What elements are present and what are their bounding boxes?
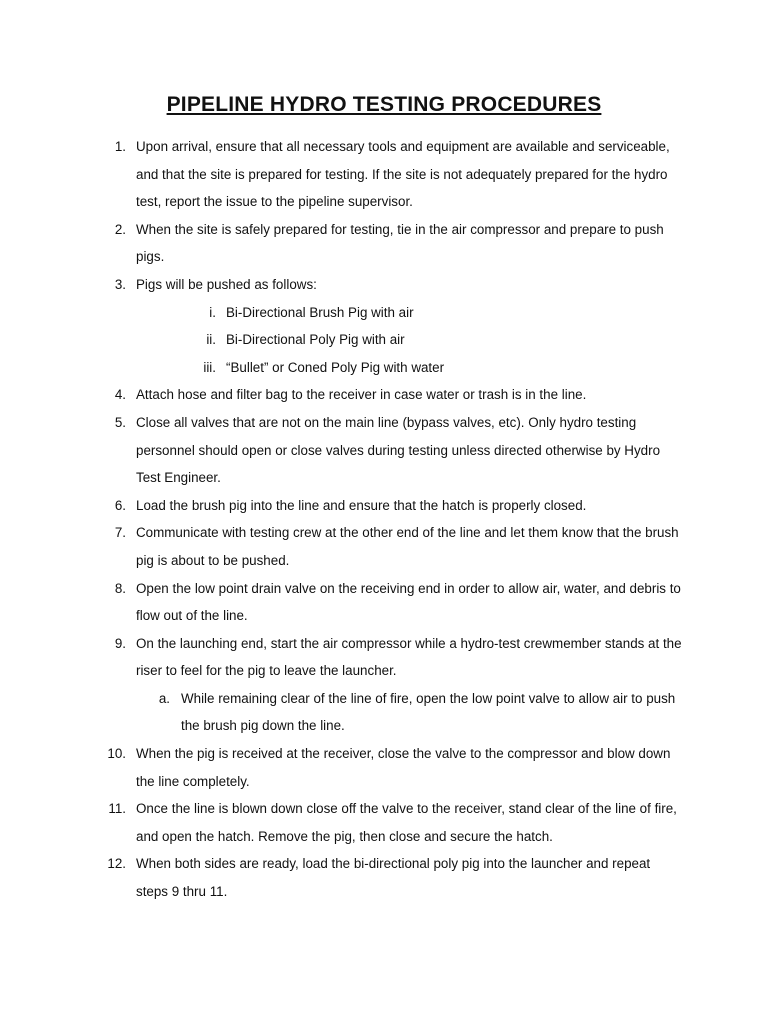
step-number: 11. xyxy=(108,801,126,817)
step-text: Once the line is blown down close off the valve to the receiver, stand clear of the line of fire, and open the hatch. Remove the pig, then close and secure the hatch. xyxy=(136,801,677,844)
step-text: Close all valves that are not on the main line (bypass valves, etc). Only hydro testing personnel should open or close valves during testing unless directed otherwise by Hydro Test Engineer. xyxy=(136,414,661,486)
sub-list-item xyxy=(0,354,768,382)
list-item xyxy=(0,850,768,905)
step-text: Load the brush pig into the line and ensure that the hatch is properly closed. xyxy=(136,497,587,513)
step-text: Communicate with testing crew at the other end of the line and let them know that the brush pig is about to be pushed. xyxy=(136,525,679,568)
list-item xyxy=(0,381,768,409)
step-number: 5. xyxy=(114,414,126,430)
list-item xyxy=(0,740,768,795)
step-number: 3. xyxy=(114,276,126,292)
step-text: When both sides are ready, load the bi-directional poly pig into the launcher and repeat steps 9 thru 11. xyxy=(136,856,651,900)
sub-step-text: “Bullet” or Coned Poly Pig with water xyxy=(226,359,445,375)
sub-list-item xyxy=(0,685,768,740)
list-item xyxy=(0,271,768,299)
step-number: 10. xyxy=(107,746,126,762)
list-item xyxy=(0,216,768,271)
procedure-list xyxy=(0,133,768,906)
step-number: 2. xyxy=(114,221,126,237)
step-number: 4. xyxy=(114,387,126,403)
step-text: On the launching end, start the air compressor while a hydro-test crewmember stands at the riser to feel for the pig to leave the launcher. xyxy=(136,635,682,679)
step-text: When the site is safely prepared for testing, tie in the air compressor and prepare to push pigs. xyxy=(136,221,664,265)
step-number: 8. xyxy=(114,580,126,596)
list-item xyxy=(0,795,768,850)
step-number: 1. xyxy=(114,139,126,154)
list-item xyxy=(0,575,768,630)
list-item xyxy=(0,492,768,520)
step-number: 6. xyxy=(114,497,126,513)
list-item xyxy=(0,630,768,685)
step-number: 12. xyxy=(107,856,126,872)
list-item xyxy=(0,133,768,216)
sub-step-text: While remaining clear of the line of fire, open the low point valve to allow air to push the brush pig down the line. xyxy=(181,690,676,734)
step-number: 9. xyxy=(114,635,126,651)
step-text: Attach hose and filter bag to the receiver in case water or trash is in the line. xyxy=(136,387,587,403)
sub-step-text: Bi-Directional Brush Pig with air xyxy=(226,304,414,320)
sub-step-number: a. xyxy=(158,690,170,706)
step-text: Pigs will be pushed as follows: xyxy=(136,276,317,292)
list-item xyxy=(0,519,768,574)
page-title: PIPELINE HYDRO TESTING PROCEDURES xyxy=(166,93,602,116)
step-text: Upon arrival, ensure that all necessary tools and equipment are available and serviceable, and that the site is prepared for testing. If the site is not adequately prepared for the hydro test, report the issue to the pipeline supervisor. xyxy=(136,139,670,210)
sub-list-item xyxy=(0,299,768,327)
step-text: When the pig is received at the receiver, close the valve to the compressor and blow down the line completely. xyxy=(136,746,671,789)
sub-step-number: i. xyxy=(209,304,216,320)
sub-step-text: Bi-Directional Poly Pig with air xyxy=(226,332,405,348)
step-number: 7. xyxy=(114,525,126,541)
sub-list-item xyxy=(0,326,768,354)
sub-step-number: iii. xyxy=(203,359,216,375)
step-text: Open the low point drain valve on the receiving end in order to allow air, water, and debris to flow out of the line. xyxy=(136,580,681,624)
sub-step-number: ii. xyxy=(206,332,216,348)
list-item xyxy=(0,409,768,492)
